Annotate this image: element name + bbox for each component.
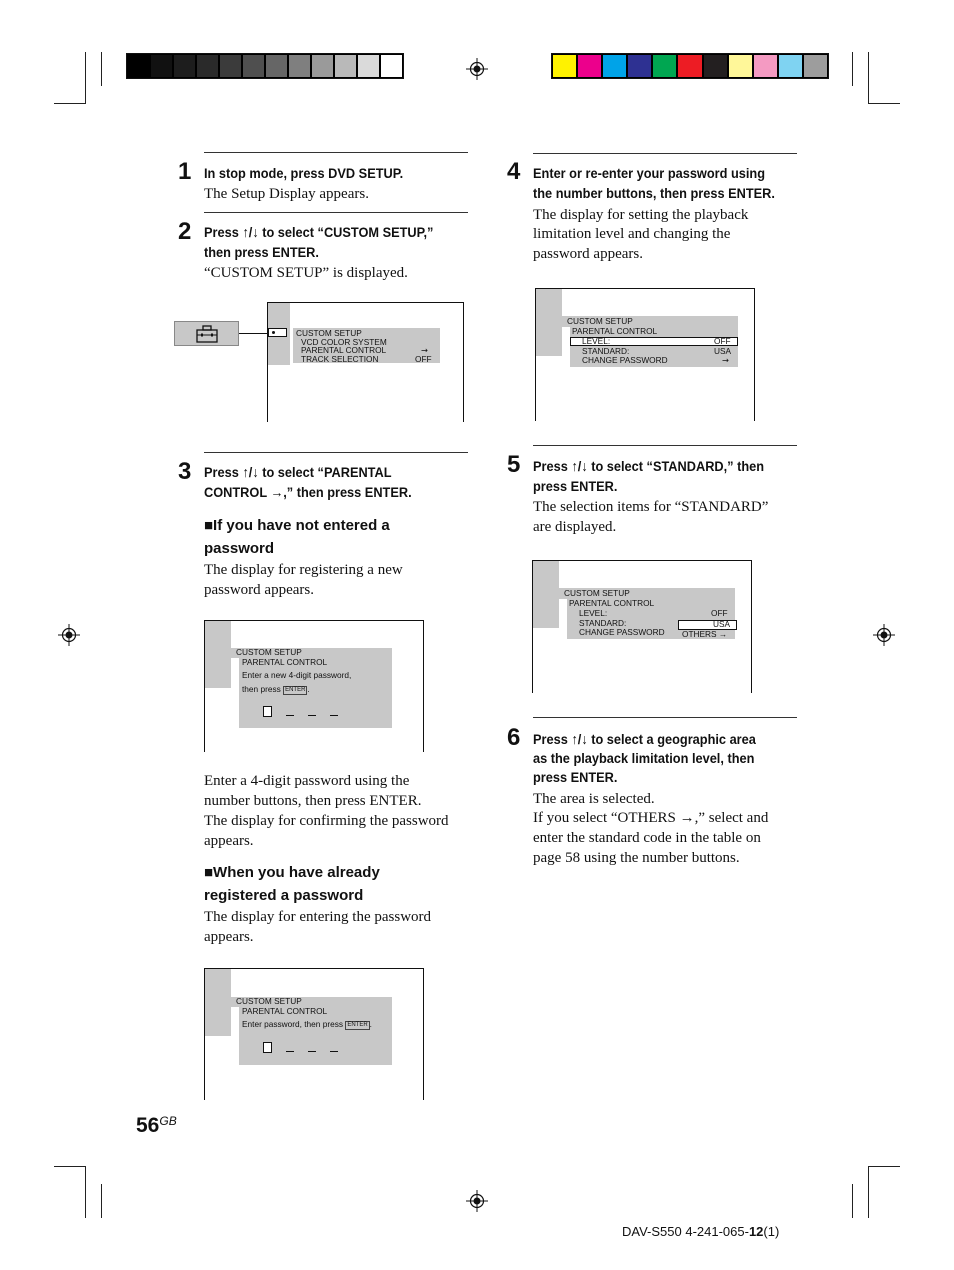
step4-rule [533,153,797,154]
step4-change-password: CHANGE PASSWORD [582,355,668,365]
gray-swatch [197,55,218,77]
step4-standard-value: USA [714,346,732,356]
step5-screen-subtitle: PARENTAL CONTROL [569,598,655,608]
step4-level-value: OFF [714,336,731,346]
color-swatch [729,55,752,77]
gray-swatch [312,55,333,77]
step2-menu-value-off: OFF [415,354,432,364]
password-digit-box [263,706,272,717]
arrow-right-icon: → [722,355,729,365]
gray-swatch [128,55,149,77]
step2-menu-title: CUSTOM SETUP [296,328,362,338]
enter-key-icon: ENTER [347,1022,368,1028]
step1-rule [204,152,468,153]
color-swatch [704,55,727,77]
toolbox-icon [195,325,219,343]
step3-screen1-subtitle: PARENTAL CONTROL [242,657,328,667]
step4-title-line1: Enter or re-enter your password using [533,166,766,182]
step3-screen2-prompt: Enter password, then press ENTER . [242,1019,372,1029]
grayscale-calibration-bar [126,53,404,79]
step3-subheading1-line2: password [204,540,275,557]
color-swatch [804,55,827,77]
step3-sub1-text-line1: The display for registering a new [204,562,403,578]
step6-title-line2: as the playback limitation level, then [533,751,755,767]
gray-swatch [243,55,264,77]
step3-screen1-title: CUSTOM SETUP [236,647,302,657]
step6-text-line3: enter the standard code in the table on [533,830,761,846]
password-digit-placeholder [286,1051,294,1052]
step5-title-line1: Press ↑/↓ to select “STANDARD,” then [533,459,765,475]
step5-text-line2: are displayed. [533,519,617,535]
gray-swatch [381,55,402,77]
step3-subheading2-line1: ■When you have already [204,864,380,881]
step3-after-line3: The display for confirming the password [204,813,449,829]
step5-option-usa: USA [713,619,731,629]
step6-title-line1: Press ↑/↓ to select a geographic area [533,732,756,748]
step3-after-line1: Enter a 4-digit password using the [204,773,410,789]
step5-screen-title: CUSTOM SETUP [564,588,630,598]
step4-title-line2: the number buttons, then press ENTER. [533,186,775,202]
connector-line [239,333,268,334]
step4-screen-title: CUSTOM SETUP [567,316,633,326]
gray-swatch [289,55,310,77]
step5-change-password: CHANGE PASSWORD [579,627,665,637]
color-swatch [628,55,651,77]
password-digit-placeholder [330,715,338,716]
registration-mark-icon [466,58,488,80]
step3-subheading1-line1: ■If you have not entered a [204,517,390,534]
step2-title-line1: Press ↑/↓ to select “CUSTOM SETUP,” [204,225,434,241]
password-digit-placeholder [308,1051,316,1052]
step4-standard-label: STANDARD: [582,346,630,356]
step2-number: 2 [178,218,192,245]
enter-key-icon: ENTER [285,687,306,693]
gray-swatch [151,55,172,77]
color-swatch [754,55,777,77]
step3-after-line2: number buttons, then press ENTER. [204,793,422,809]
step5-level-value: OFF [711,608,728,618]
step2-text: “CUSTOM SETUP” is displayed. [204,265,408,281]
arrow-right-icon: → [421,345,428,355]
step4-text-line1: The display for setting the playback [533,207,749,223]
step3-screen1-prompt: Enter a new 4-digit password, [242,670,352,680]
color-swatch [578,55,601,77]
step3-screen1-prompt2: then press ENTER . [242,684,310,694]
gray-swatch [266,55,287,77]
step2-rule [204,212,468,213]
password-digit-placeholder [286,715,294,716]
color-calibration-bar [551,53,829,79]
step6-text-line4: page 58 using the number buttons. [533,850,740,866]
step3-screen2-title: CUSTOM SETUP [236,996,302,1006]
gray-swatch [358,55,379,77]
step6-rule [533,717,797,718]
color-swatch [603,55,626,77]
password-digit-placeholder [330,1051,338,1052]
registration-mark-icon [873,624,895,646]
step5-text-line1: The selection items for “STANDARD” [533,499,769,515]
step2-menu-item-vcd: VCD COLOR SYSTEM [301,337,387,347]
step5-standard-label: STANDARD: [579,618,627,628]
step2-setup-icon-panel [174,321,239,346]
password-digit-placeholder [308,715,316,716]
step1-text: The Setup Display appears. [204,186,369,202]
registration-mark-icon [58,624,80,646]
color-swatch [553,55,576,77]
gray-swatch [220,55,241,77]
step6-number: 6 [507,724,521,751]
step1-title: In stop mode, press DVD SETUP. [204,166,404,182]
step3-sub2-text-line1: The display for entering the password [204,909,432,925]
step5-number: 5 [507,451,521,478]
step4-level-label: LEVEL: [582,336,611,346]
step5-option-others: OTHERS → [682,629,728,639]
model-code: DAV-S550 4-241-065-12(1) [622,1224,780,1239]
step1-number: 1 [178,158,192,185]
step3-sub2-text-line2: appears. [204,929,254,945]
step3-title-line1: Press ↑/↓ to select “PARENTAL [204,465,392,481]
color-swatch [678,55,701,77]
step3-screen2-subtitle: PARENTAL CONTROL [242,1006,328,1016]
step3-after-line4: appears. [204,833,254,849]
step3-sub1-text-line2: password appears. [204,582,314,598]
color-swatch [779,55,802,77]
step3-rule [204,452,468,453]
step5-level-label: LEVEL: [579,608,608,618]
step2-title-line2: then press ENTER. [204,245,319,261]
step2-menu-item-parental: PARENTAL CONTROL [301,345,387,355]
step4-text-line2: limitation level and changing the [533,226,731,242]
step3-title-line2: CONTROL →,” then press ENTER. [204,485,412,501]
step5-title-line2: press ENTER. [533,479,618,495]
step2-selector-box [268,328,287,337]
page-number: $56^{GB}$ [136,1114,177,1137]
step4-screen-subtitle: PARENTAL CONTROL [572,326,658,336]
step3-subheading2-line2: registered a password [204,887,364,904]
color-swatch [653,55,676,77]
step4-text-line3: password appears. [533,246,643,262]
registration-mark-icon [466,1190,488,1212]
password-digit-box [263,1042,272,1053]
step6-text-line2: If you select “OTHERS →,” select and [533,810,769,826]
gray-swatch [335,55,356,77]
step6-text-line1: The area is selected. [533,791,655,807]
step2-menu-item-track: TRACK SELECTION [301,354,379,364]
gray-swatch [174,55,195,77]
step4-number: 4 [507,158,521,185]
step3-number: 3 [178,458,192,485]
step5-rule [533,445,797,446]
step6-title-line3: press ENTER. [533,770,618,786]
